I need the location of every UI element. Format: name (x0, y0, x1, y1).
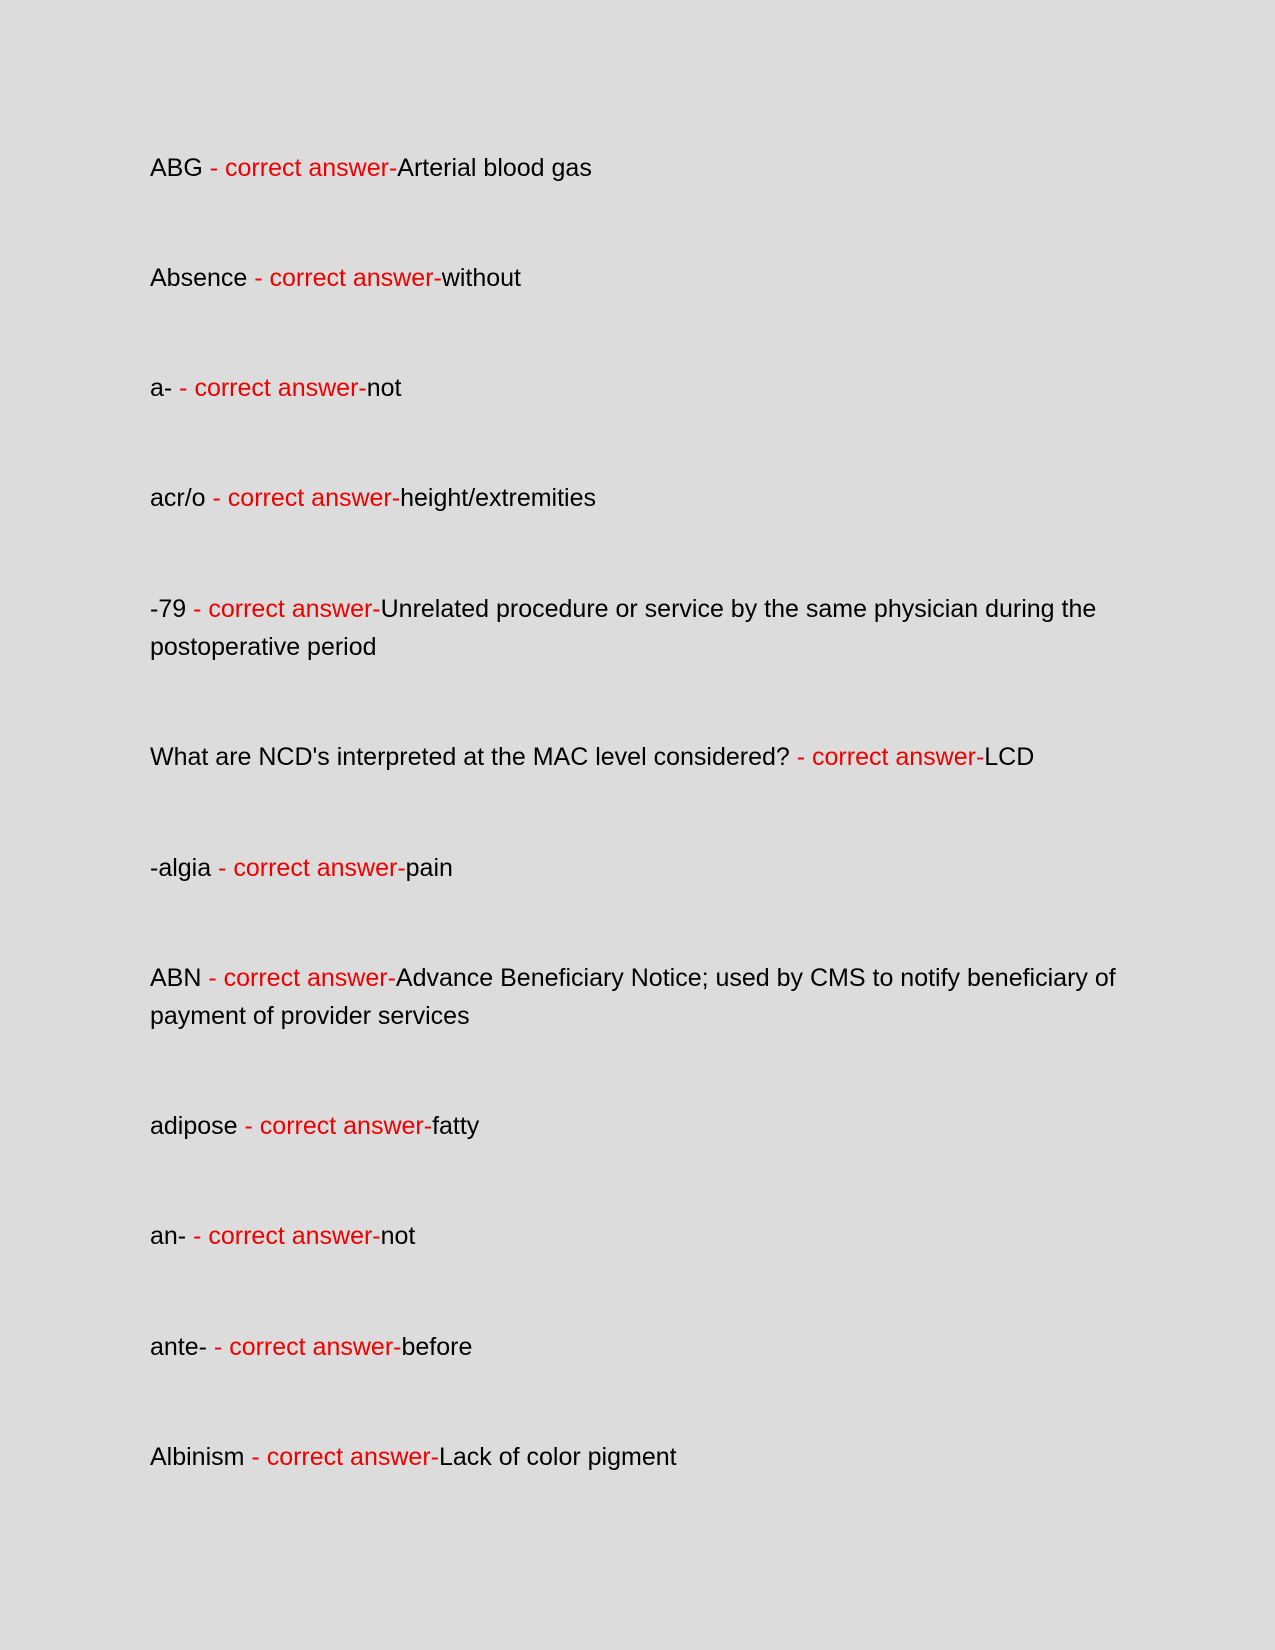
entry-term: ABN (150, 964, 202, 992)
entry-answer: pain (405, 854, 453, 882)
qa-entry (150, 1328, 1130, 1366)
entry-term: a- (150, 374, 173, 402)
entry-answer: Unrelated procedure or service by the same physician during the postoperative period (150, 595, 1097, 661)
qa-entry (150, 849, 1130, 887)
document-page (150, 0, 1130, 1650)
answer-separator: - correct answer- (172, 374, 367, 402)
answer-separator: - correct answer- (205, 484, 401, 512)
answer-separator: - correct answer- (211, 854, 406, 882)
entry-term: acr/o (150, 484, 206, 512)
answer-separator: - correct answer- (789, 743, 985, 771)
answer-separator: - correct answer- (186, 595, 381, 623)
qa-entry (150, 369, 1130, 407)
entry-term: Absence (150, 264, 248, 292)
entry-answer: Lack of color pigment (438, 1443, 677, 1471)
answer-separator: - correct answer- (244, 1443, 439, 1471)
entry-answer: without (441, 264, 521, 292)
entry-answer: Advance Beneficiary Notice; used by CMS to notify beneficiary of payment of provider services (150, 964, 1116, 1030)
entry-answer: not (366, 374, 402, 402)
entry-answer: fatty (432, 1112, 480, 1140)
entry-term: an- (150, 1222, 187, 1250)
answer-separator: - correct answer- (247, 264, 442, 292)
entry-answer: before (401, 1333, 473, 1361)
answer-separator: - correct answer- (201, 964, 396, 992)
qa-entry (150, 1217, 1130, 1255)
qa-entry (150, 149, 1130, 187)
entry-term: Albinism (150, 1443, 245, 1471)
answer-separator: - correct answer- (202, 154, 398, 182)
entry-answer: Arterial blood gas (397, 154, 592, 182)
qa-entry (150, 959, 1130, 1035)
qa-entry (150, 259, 1130, 297)
entry-term: ante- (150, 1333, 207, 1361)
qa-entry (150, 479, 1130, 517)
qa-entry (150, 1107, 1130, 1145)
entry-answer: height/extremities (400, 484, 597, 512)
entry-term: adipose (150, 1112, 238, 1140)
answer-separator: - correct answer- (186, 1222, 381, 1250)
qa-entry (150, 1438, 1130, 1476)
entry-term: -algia (150, 854, 212, 882)
answer-separator: - correct answer- (206, 1333, 402, 1361)
entry-term: ABG (150, 154, 203, 182)
qa-entry (150, 590, 1130, 666)
entry-term: -79 (150, 595, 187, 623)
entry-term: What are NCD's interpreted at the MAC level considered? (150, 743, 790, 771)
qa-entry (150, 738, 1130, 776)
entry-answer: LCD (984, 743, 1035, 771)
answer-separator: - correct answer- (237, 1112, 433, 1140)
entry-answer: not (380, 1222, 416, 1250)
